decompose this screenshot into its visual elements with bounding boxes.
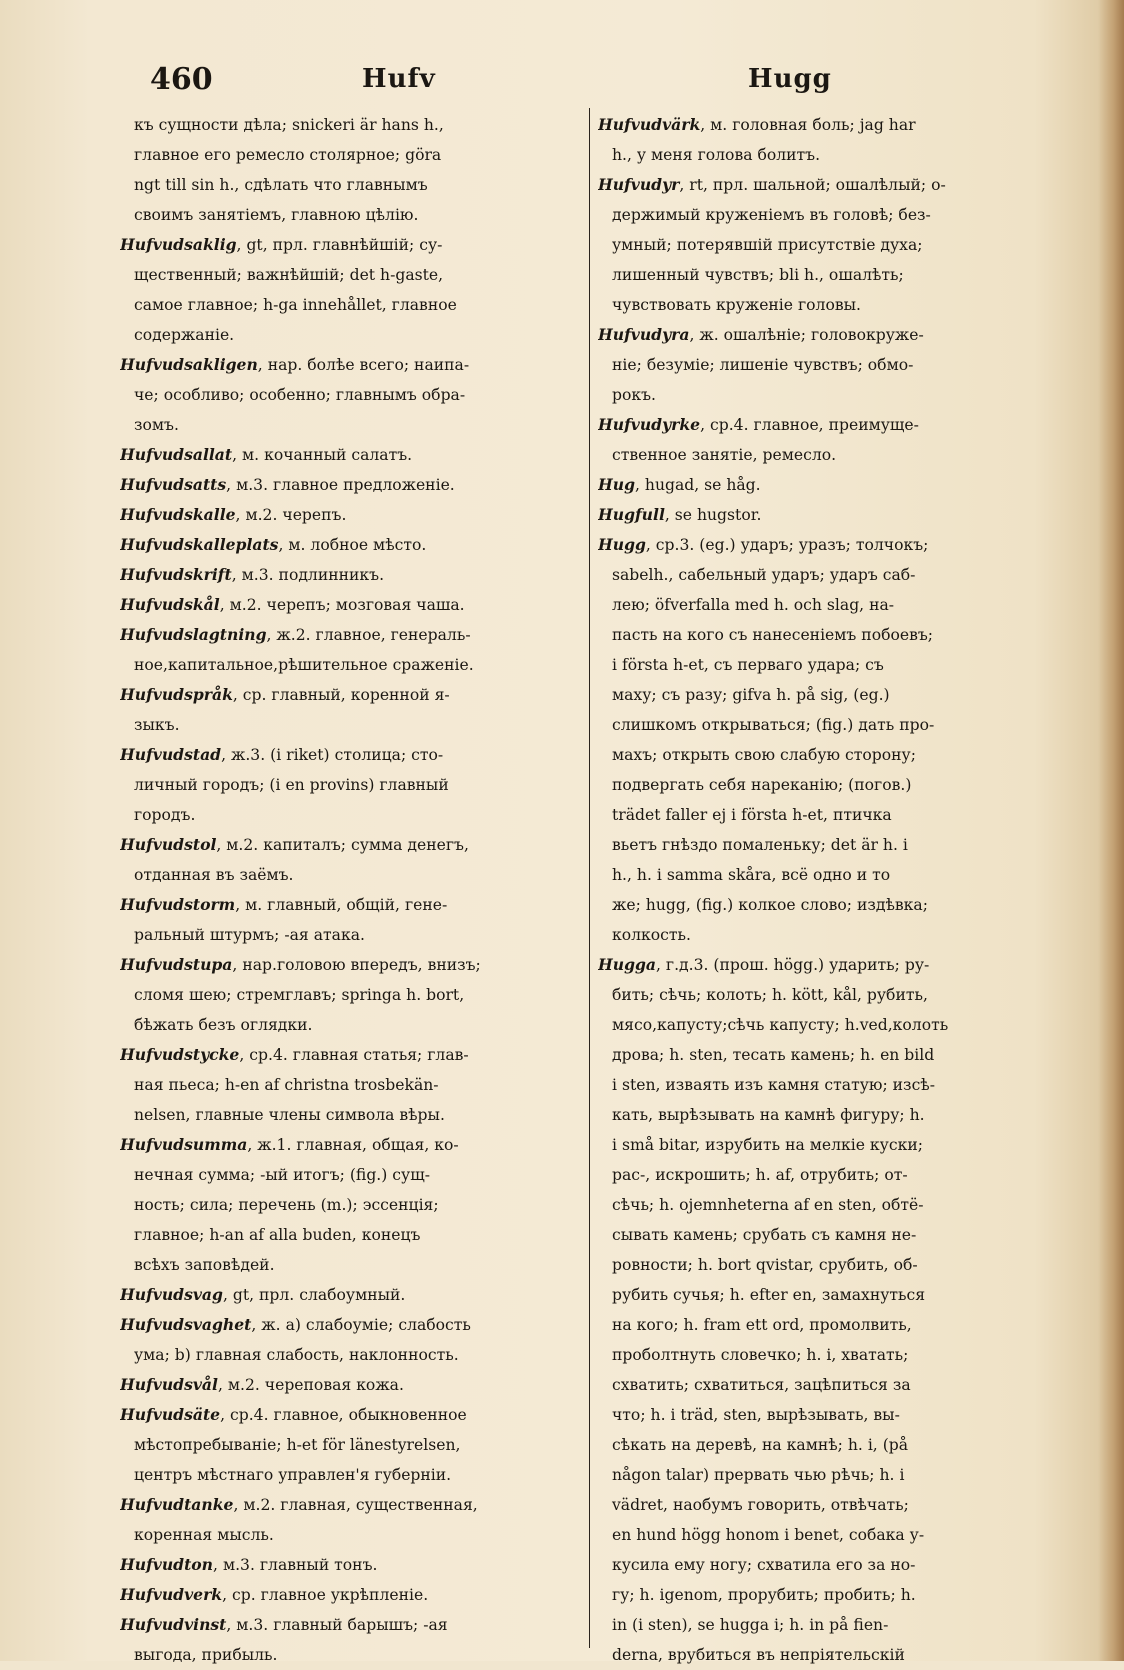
headword: Hufvudskalleplats (120, 535, 279, 554)
headword: Hufvudsäte (120, 1405, 221, 1424)
dictionary-continuation-line: щественный; важнѣйшій; det h-gaste, (134, 266, 444, 284)
dictionary-continuation-line: че; особливо; особенно; главнымъ обра- (134, 386, 466, 404)
dictionary-continuation-line: ngt till sin h., сдѣлать что главнымъ (134, 176, 428, 194)
dictionary-continuation-line: что; h. i träd, sten, вырѣзывать, вы- (612, 1406, 900, 1424)
dictionary-continuation-line: нечная сумма; -ый итогъ; (fig.) сущ- (134, 1166, 430, 1184)
dictionary-continuation-line: зомъ. (134, 416, 179, 434)
dictionary-continuation-line: содержаніе. (134, 326, 235, 344)
dictionary-entry-line: Hufvudspråk, ср. главный, коренной я- (120, 685, 450, 704)
dictionary-continuation-line: en hund högg honom i benet, собака у- (612, 1526, 925, 1544)
dictionary-continuation-line: схватить; схватиться, зацѣпиться за (612, 1376, 911, 1394)
dictionary-continuation-line: пасть на кого съ нанесеніемъ побоевъ; (612, 626, 934, 644)
dictionary-continuation-line: ральный штурмъ; -ая атака. (134, 926, 365, 944)
dictionary-continuation-line: vädret, наобумъ говорить, отвѣчать; (612, 1496, 909, 1514)
dictionary-continuation-line: слишкомъ открываться; (fig.) дать про- (612, 716, 935, 734)
headword: Hufvudsvag (120, 1285, 223, 1304)
dictionary-entry-line: Hufvudsatts, м.3. главное предложеніе. (120, 475, 455, 494)
dictionary-continuation-line: i sten, изваять изъ камня статую; изсѣ- (612, 1076, 935, 1094)
headword: Hufvudsallat (120, 445, 233, 464)
dictionary-continuation-line: гу; h. igenom, прорубить; пробить; h. (612, 1586, 916, 1604)
dictionary-continuation-line: къ сущности дѣла; snickeri är hans h., (134, 116, 444, 134)
headword: Hufvudverk (120, 1585, 223, 1604)
dictionary-continuation-line: рас-, искрошить; h. af, отрубить; от- (612, 1166, 908, 1184)
dictionary-entry-line: Hufvudton, м.3. главный тонъ. (120, 1555, 378, 1574)
dictionary-continuation-line: бѣжать безъ оглядки. (134, 1016, 313, 1034)
dictionary-entry-line: Hufvudstad, ж.3. (i riket) столица; сто- (120, 745, 444, 764)
dictionary-continuation-line: всѣхъ заповѣдей. (134, 1256, 275, 1274)
dictionary-continuation-line: sabelh., сабельный ударъ; ударъ саб- (612, 566, 916, 584)
right-column (598, 110, 1050, 1670)
headword: Hufvudskalle (120, 505, 236, 524)
headword: Hufvudsatts (120, 475, 227, 494)
left-column (120, 110, 582, 1670)
headword: Hufvudspråk (120, 685, 233, 704)
headword: Hufvudstupa (120, 955, 233, 974)
headword: Hufvudstorm (120, 895, 236, 914)
dictionary-entry-line: Hufvudskalleplats, м. лобное мѣсто. (120, 535, 427, 554)
dictionary-entry-line: Hufvudslagtning, ж.2. главное, генераль- (120, 625, 471, 644)
dictionary-entry-line: Hufvudstycke, ср.4. главная статья; глав- (120, 1045, 469, 1064)
dictionary-entry-line: Hufvudstol, м.2. капиталъ; сумма денегъ, (120, 835, 469, 854)
dictionary-continuation-line: derna, врубиться въ непріятельскій (612, 1646, 905, 1664)
headword: Hufvudvärk (598, 115, 701, 134)
dictionary-continuation-line: личный городъ; (i en provins) главный (134, 776, 449, 794)
dictionary-entry-line: Hufvudsäte, ср.4. главное, обыкновенное (120, 1405, 467, 1424)
dictionary-continuation-line: i små bitar, изрубить на мелкіе куски; (612, 1136, 923, 1154)
dictionary-continuation-line: махъ; открыть свою слабую сторону; (612, 746, 916, 764)
dictionary-continuation-line: лею; öfverfalla med h. och slag, на- (612, 596, 895, 614)
dictionary-continuation-line: главное; h-an af alla buden, конецъ (134, 1226, 421, 1244)
dictionary-continuation-line: ное,капитальное,рѣшительное сраженіе. (134, 656, 474, 674)
headword: Hufvudvinst (120, 1615, 227, 1634)
dictionary-entry-line: Hufvudvinst, м.3. главный барышъ; -ая (120, 1615, 448, 1634)
dictionary-entry-line: Hufvudstupa, нар.головою впередъ, внизъ; (120, 955, 481, 974)
dictionary-entry-line: Hufvudsumma, ж.1. главная, общая, ко- (120, 1135, 459, 1154)
headword: Hufvudtanke (120, 1495, 234, 1514)
headword: Hugga (598, 955, 656, 974)
headword: Hufvudyr (598, 175, 680, 194)
dictionary-continuation-line: рокъ. (612, 386, 656, 404)
dictionary-entry-line: Hufvudtanke, м.2. главная, существенная, (120, 1495, 478, 1514)
headword: Hugfull (598, 505, 665, 524)
headword: Hufvudskål (120, 595, 220, 614)
dictionary-continuation-line: ная пьеса; h-en af christna trosbekän- (134, 1076, 439, 1094)
dictionary-entry-line: Hufvudverk, ср. главное укрѣпленіе. (120, 1585, 429, 1604)
dictionary-continuation-line: кусила ему ногу; схватила его за но- (612, 1556, 916, 1574)
headword: Hufvudstycke (120, 1045, 240, 1064)
right-guide-word: Hugg (748, 64, 832, 94)
dictionary-entry-line: Hufvudsvag, gt, прл. слабоумный. (120, 1285, 406, 1304)
dictionary-continuation-line: h., h. i samma skåra, всё одно и то (612, 866, 891, 884)
dictionary-entry-line: Hufvudskrift, м.3. подлинникъ. (120, 565, 385, 584)
dictionary-entry-line: Hufvudsallat, м. кочанный салатъ. (120, 445, 413, 464)
headword: Hug (598, 475, 635, 494)
dictionary-continuation-line: ность; сила; перечень (m.); эссенція; (134, 1196, 439, 1214)
dictionary-continuation-line: ровности; h. bort qvistar, срубить, об- (612, 1256, 918, 1274)
dictionary-entry-line: Hufvudsakligen, нар. болѣе всего; наипа- (120, 355, 470, 374)
dictionary-continuation-line: бить; сѣчь; колоть; h. kött, kål, рубить, (612, 986, 928, 1004)
dictionary-continuation-line: коренная мысль. (134, 1526, 274, 1544)
headword: Hufvudsvål (120, 1375, 218, 1394)
dictionary-continuation-line: зыкъ. (134, 716, 180, 734)
left-guide-word: Hufv (362, 64, 436, 94)
dictionary-continuation-line: сѣкать на деревѣ, на камнѣ; h. i, (på (612, 1436, 909, 1454)
headword: Hufvudstad (120, 745, 222, 764)
dictionary-continuation-line: ственное занятіе, ремесло. (612, 446, 837, 464)
dictionary-continuation-line: någon talar) прервать чью рѣчь; h. i (612, 1466, 905, 1484)
page-header (150, 62, 1030, 102)
dictionary-continuation-line: выгода, прибыль. (134, 1646, 278, 1664)
dictionary-continuation-line: кать, вырѣзывать на камнѣ фигуру; h. (612, 1106, 925, 1124)
dictionary-continuation-line: дрова; h. sten, тесать камень; h. en bild (612, 1046, 935, 1064)
page-number: 460 (150, 62, 213, 97)
headword: Hufvudsumma (120, 1135, 248, 1154)
dictionary-entry-line: Hugfull, se hugstor. (598, 505, 762, 524)
dictionary-continuation-line: городъ. (134, 806, 196, 824)
headword: Hufvudsaklig (120, 235, 237, 254)
dictionary-continuation-line: чувствовать круженіе головы. (612, 296, 861, 314)
dictionary-continuation-line: nelsen, главные члены символа вѣры. (134, 1106, 445, 1124)
dictionary-continuation-line: главное его ремесло столярное; göra (134, 146, 442, 164)
dictionary-entry-line: Hufvudsvål, м.2. череповая кожа. (120, 1375, 404, 1394)
dictionary-entry-line: Hufvudyra, ж. ошалѣніе; головокруже- (598, 325, 924, 344)
dictionary-continuation-line: умный; потерявшій присутствіе духа; (612, 236, 923, 254)
dictionary-entry-line: Hug, hugad, se håg. (598, 475, 761, 494)
dictionary-entry-line: Hufvudyrke, ср.4. главное, преимуще- (598, 415, 919, 434)
headword: Hufvudyrke (598, 415, 701, 434)
dictionary-continuation-line: trädet faller ej i första h-et, птичка (612, 806, 892, 824)
dictionary-continuation-line: проболтнуть словечко; h. i, хватать; (612, 1346, 909, 1364)
dictionary-continuation-line: рубить сучья; h. efter en, замахнуться (612, 1286, 926, 1304)
dictionary-continuation-line: ума; b) главная слабость, наклонность. (134, 1346, 459, 1364)
headword: Hufvudsvaghet (120, 1315, 252, 1334)
dictionary-continuation-line: вьетъ гнѣздо помаленьку; det är h. i (612, 836, 908, 854)
headword: Hufvudslagtning (120, 625, 267, 644)
headword: Hugg (598, 535, 646, 554)
dictionary-entry-line: Hugg, ср.3. (eg.) ударъ; уразъ; толчокъ; (598, 535, 929, 554)
dictionary-continuation-line: отданная въ заёмъ. (134, 866, 294, 884)
headword: Hufvudstol (120, 835, 217, 854)
dictionary-entry-line: Hufvudskål, м.2. черепъ; мозговая чаша. (120, 595, 465, 614)
dictionary-continuation-line: мясо,капусту;сѣчь капусту; h.ved,колоть (612, 1016, 949, 1034)
dictionary-continuation-line: ніе; безуміе; лишеніе чувствъ; обмо- (612, 356, 914, 374)
dictionary-entry-line: Hufvudsvaghet, ж. a) слабоуміе; слабость (120, 1315, 471, 1334)
dictionary-continuation-line: h., у меня голова болитъ. (612, 146, 821, 164)
headword: Hufvudskrift (120, 565, 232, 584)
dictionary-entry-line: Hufvudvärk, м. головная боль; jag har (598, 115, 916, 134)
headword: Hufvudsakligen (120, 355, 258, 374)
dictionary-entry-line: Hufvudyr, rt, прл. шальной; ошалѣлый; о- (598, 175, 946, 194)
dictionary-continuation-line: центръ мѣстнаго управлен'я губерніи. (134, 1466, 452, 1484)
column-divider (589, 108, 590, 1648)
dictionary-continuation-line: подвергать себя нареканію; (погов.) (612, 776, 912, 794)
dictionary-entry-line: Hufvudstorm, м. главный, общій, гене- (120, 895, 448, 914)
dictionary-continuation-line: сломя шею; стремглавъ; springa h. bort, (134, 986, 465, 1004)
dictionary-continuation-line: же; hugg, (fig.) колкое слово; издѣвка; (612, 896, 928, 914)
dictionary-continuation-line: i första h-et, съ перваго удара; съ (612, 656, 884, 674)
dictionary-continuation-line: колкость. (612, 926, 691, 944)
dictionary-entry-line: Hufvudskalle, м.2. черепъ. (120, 505, 347, 524)
dictionary-continuation-line: на кого; h. fram ett ord, промолвить, (612, 1316, 912, 1334)
dictionary-continuation-line: сывать камень; срубать съ камня не- (612, 1226, 917, 1244)
dictionary-continuation-line: маху; съ разу; gifva h. på sig, (eg.) (612, 686, 890, 704)
dictionary-entry-line: Hugga, г.д.3. (прош. högg.) ударить; ру- (598, 955, 930, 974)
page-edge-shadow (1098, 0, 1124, 1661)
dictionary-continuation-line: сѣчь; h. ojemnheterna af en sten, обтё- (612, 1196, 924, 1214)
dictionary-continuation-line: держимый круженіемъ въ головѣ; без- (612, 206, 931, 224)
dictionary-continuation-line: лишенный чувствъ; bli h., ошалѣть; (612, 266, 904, 284)
headword: Hufvudton (120, 1555, 214, 1574)
dictionary-continuation-line: самое главное; h-ga innehållet, главное (134, 296, 457, 314)
headword: Hufvudyra (598, 325, 690, 344)
dictionary-entry-line: Hufvudsaklig, gt, прл. главнѣйшій; су- (120, 235, 443, 254)
dictionary-continuation-line: мѣстопребываніе; h-et för länestyrelsen, (134, 1436, 461, 1454)
dictionary-continuation-line: in (i sten), se hugga i; h. in på fien- (612, 1616, 889, 1634)
dictionary-continuation-line: своимъ занятіемъ, главною цѣлію. (134, 206, 419, 224)
